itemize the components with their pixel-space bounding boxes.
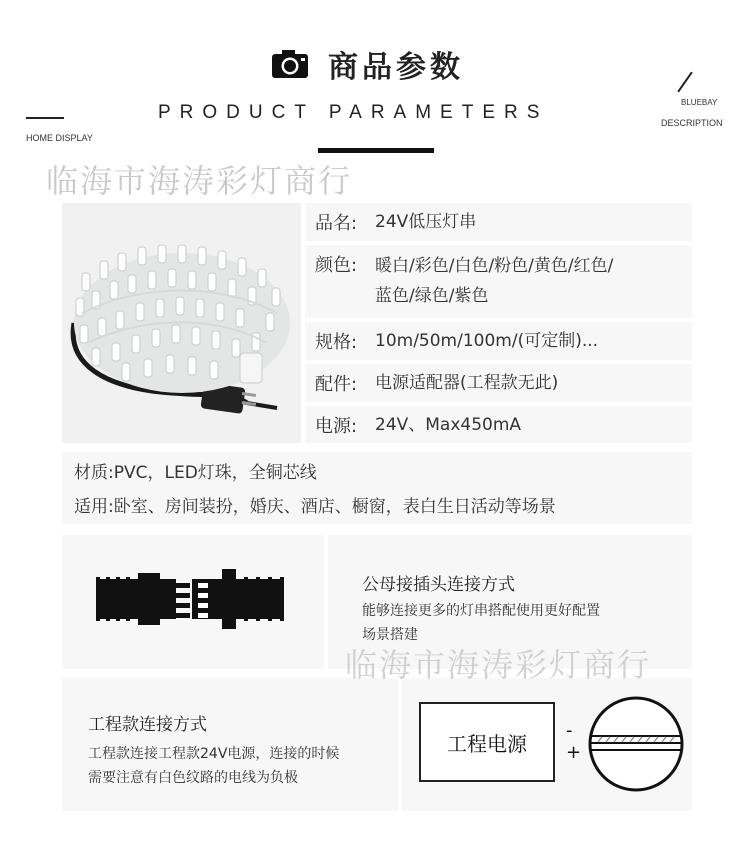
description-label: DESCRIPTION — [661, 118, 723, 128]
usage-row — [74, 490, 680, 524]
param-key: 规格: — [315, 332, 358, 353]
material-key: 材质: — [74, 463, 114, 483]
bluebay-label: BLUEBAY — [681, 98, 718, 107]
param-value: 24V、Max450mA — [375, 414, 522, 435]
engineering-connector-title: 工程款连接方式 — [88, 715, 207, 735]
product-image — [62, 203, 301, 443]
watermark: 临海市海涛彩灯商行 — [46, 162, 353, 200]
param-row-name — [305, 203, 692, 241]
plug-connector-desc: 场景搭建 — [362, 627, 418, 643]
param-value: 24V低压灯串 — [375, 212, 477, 232]
param-row-spec — [305, 322, 692, 360]
param-row-power — [305, 406, 692, 443]
usage-value: 卧室、房间装扮，婚庆、酒店、橱窗，表白生日活动等场景 — [113, 497, 556, 517]
title-underline — [318, 148, 434, 153]
plug-connector-desc: 能够连接更多的灯串搭配使用更好配置 — [362, 603, 600, 619]
param-row-color — [305, 245, 692, 318]
param-key: 电源: — [315, 415, 358, 437]
slash-divider — [677, 72, 692, 93]
material-usage-box — [62, 452, 692, 524]
param-value: 10m/50m/100m/(可定制)... — [375, 331, 599, 351]
material-value: PVC，LED灯珠，全铜芯线 — [113, 463, 317, 483]
param-key: 配件: — [315, 374, 358, 395]
engineering-connector-desc: 需要注意有白色纹路的电线为负极 — [88, 770, 298, 786]
usage-key: 适用: — [74, 497, 114, 517]
plus-sign: + — [566, 742, 582, 763]
param-key: 品名: — [315, 213, 358, 234]
watermark: 临海市海涛彩灯商行 — [345, 646, 652, 684]
home-display-label: HOME DISPLAY — [26, 133, 93, 143]
param-value-line: 蓝色/绿色/紫色 — [375, 286, 489, 306]
param-value: 电源适配器(工程款无此) — [375, 373, 559, 393]
wire-cross-section-icon — [586, 694, 686, 794]
plug-connector-panel — [62, 535, 324, 669]
material-row — [74, 456, 680, 490]
engineering-connector-desc: 工程款连接工程款24V电源，连接的时候 — [88, 746, 340, 762]
param-key: 颜色: — [315, 255, 358, 276]
minus-sign: - — [566, 720, 573, 741]
camera-icon — [270, 49, 310, 79]
plug-connector-icon — [62, 535, 324, 669]
section-title — [270, 44, 464, 84]
power-supply-box: 工程电源 — [419, 702, 555, 782]
page-title: 商品参数 — [328, 50, 464, 85]
param-value — [375, 251, 692, 318]
plug-connector-title: 公母接插头连接方式 — [362, 575, 515, 595]
home-divider — [26, 117, 64, 119]
param-value-line: 暖白/彩色/白色/粉色/黄色/红色/ — [375, 256, 614, 276]
param-row-accessory — [305, 364, 692, 402]
page-subtitle: PRODUCT PARAMETERS — [158, 102, 549, 123]
